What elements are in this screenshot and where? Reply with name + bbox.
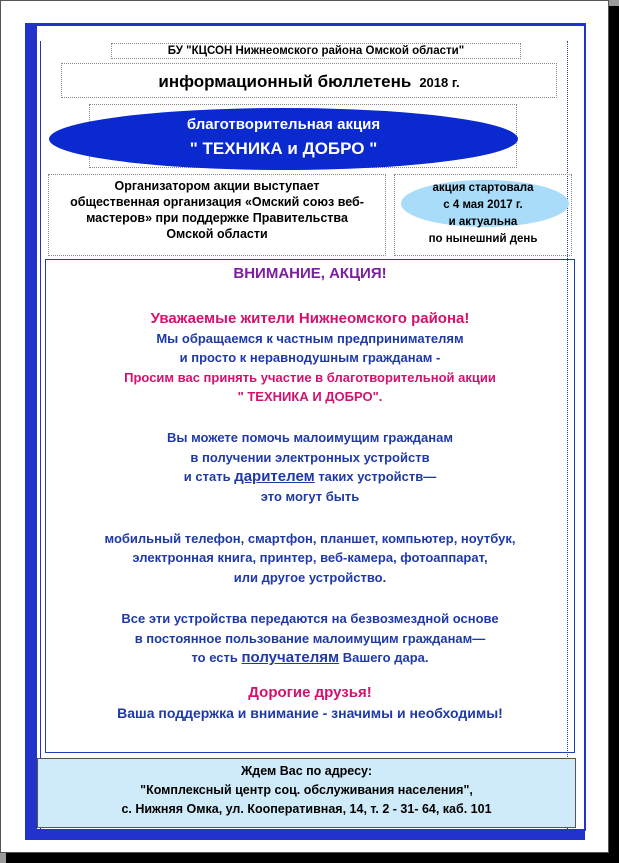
attention-heading: ВНИМАНИЕ, АКЦИЯ! — [233, 265, 387, 282]
donor-word: дарителем — [234, 468, 315, 486]
devices-line3: или другое устройство. — [233, 569, 387, 585]
request-line1: Просим вас принять участие в благотворительной акции — [124, 369, 496, 385]
transfer-line2: в постоянное пользование малоимущим гражданам— — [134, 630, 486, 646]
frame-top-line — [25, 23, 585, 26]
help-line4: это могут быть — [260, 488, 360, 504]
organization-header: БУ "КЦСОН Нижнеомского района Омской области" — [167, 45, 465, 57]
main-announcement — [45, 259, 575, 753]
page-shadow-right — [609, 6, 619, 863]
friends-heading: Дорогие друзья! — [248, 683, 372, 701]
greeting: Уважаемые жители Нижнеомского района! — [150, 310, 470, 328]
banner-line1: благотворительная акция — [186, 116, 381, 133]
organizer-line2: общественная организация «Омский союз веб- — [70, 195, 364, 209]
recipient-word: получателям — [241, 649, 340, 667]
help-line3-pre: и стать — [183, 469, 235, 485]
address-line1: Ждем Вас по адресу: — [240, 764, 372, 778]
organizer-line3: мастеров» при поддержке Правительства — [86, 211, 348, 225]
transfer-line3-pre: то есть — [191, 650, 242, 666]
address-line2: "Комплексный центр соц. обслуживания населения", — [140, 783, 473, 797]
appeal-line2: и просто к неравнодушным гражданам - — [179, 350, 441, 366]
action-banner — [49, 108, 518, 170]
transfer-line3-post: Вашего дара. — [339, 650, 429, 666]
start-line1: акция стартовала — [432, 182, 534, 194]
frame-bottom-bar — [25, 829, 585, 840]
devices-line2: электронная книга, принтер, веб-камера, фотоаппарат, — [132, 550, 488, 566]
start-line3: и актуальна — [448, 216, 518, 228]
organizer-line4: Омской области — [166, 227, 268, 241]
frame-left-thin-line — [40, 41, 41, 831]
transfer-line1: Все эти устройства передаются на безвозмездной основе — [121, 611, 499, 627]
page-shadow-bottom — [6, 853, 619, 863]
bulletin-title: информационный бюллетень — [158, 72, 412, 91]
start-line4: по нынешний день — [428, 233, 538, 245]
appeal-line1: Мы обращаемся к частным предпринимателям — [156, 330, 464, 346]
help-line3 — [46, 467, 574, 486]
devices-line1: мобильный телефон, смартфон, планшет, компьютер, ноутбук, — [104, 531, 516, 547]
help-line2: в получении электронных устройств — [190, 449, 430, 465]
start-info-box — [394, 174, 572, 256]
start-line2: с 4 мая 2017 г. — [443, 199, 523, 211]
support-line: Ваша поддержка и внимание - значимы и необходимы! — [117, 704, 503, 721]
help-line1: Вы можете помочь малоимущим гражданам — [166, 430, 453, 446]
request-line2: " ТЕХНИКА И ДОБРО". — [237, 389, 383, 405]
help-line3-post: таких устройств— — [314, 469, 437, 485]
address-box — [37, 758, 576, 828]
address-line3: с. Нижняя Омка, ул. Кооперативная, 14, т. 2 - 31- 64, каб. 101 — [121, 802, 492, 816]
bulletin-title-box — [61, 63, 557, 98]
bulletin-year: 2018 г. — [419, 75, 460, 90]
organizer-box — [48, 174, 386, 256]
organizer-line1: Организатором акции выступает — [114, 179, 320, 193]
start-info-text — [395, 180, 571, 248]
transfer-line3 — [46, 648, 574, 667]
frame-left-bar — [25, 23, 37, 831]
banner-line2: " ТЕХНИКА и ДОБРО " — [189, 139, 378, 158]
frame-right-line — [584, 23, 586, 831]
